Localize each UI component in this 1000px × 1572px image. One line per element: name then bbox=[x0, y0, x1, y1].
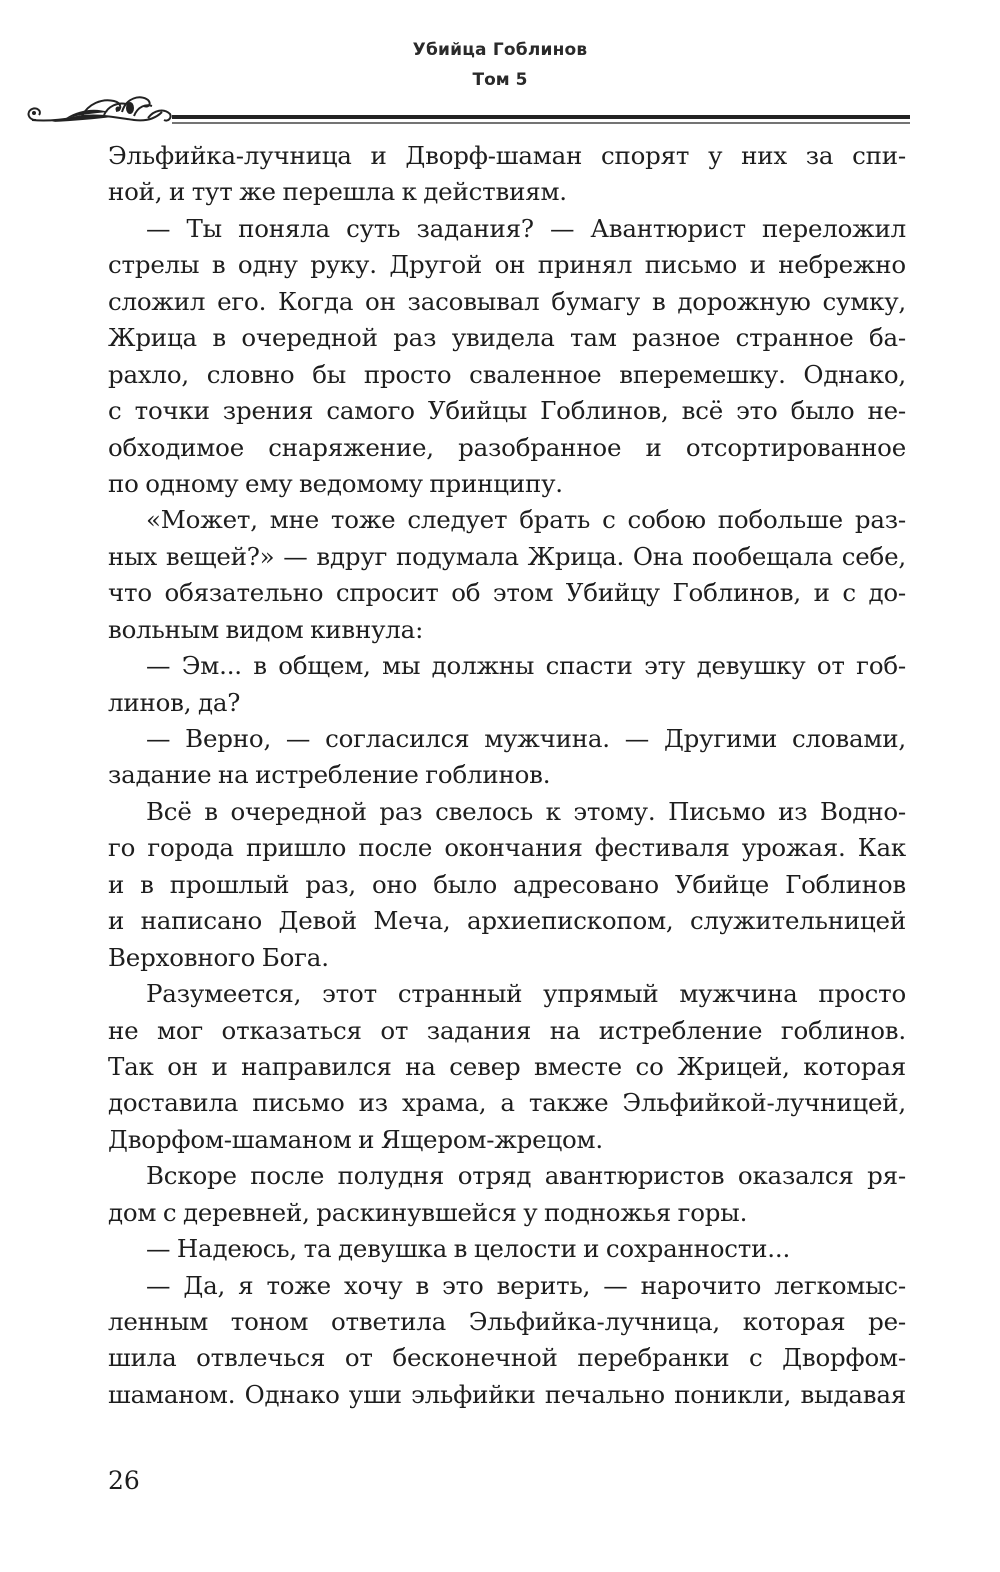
text-line: задание на истребление гоблинов. bbox=[108, 760, 551, 790]
text-line: Вскоре после полудня отряд авантюристов оказался ря- bbox=[146, 1161, 906, 1191]
text-line: по одному ему ведомому принципу. bbox=[108, 468, 563, 498]
text-line: Всё в очередной раз свелось к этому. Письмо из Водно- bbox=[146, 796, 906, 826]
text-line: рахло, словно бы просто сваленное вперемешку. Однако, bbox=[108, 359, 906, 389]
text-line: го города пришло после окончания фестиваля урожая. Как bbox=[108, 833, 906, 863]
text-line: — Надеюсь, та девушка в целости и сохранности... bbox=[146, 1234, 791, 1264]
text-line: стрелы в одну руку. Другой он принял письмо и небрежно bbox=[108, 250, 906, 280]
text-line: Разумеется, этот странный упрямый мужчина просто bbox=[146, 979, 906, 1009]
text-line: шила отвлечься от бесконечной перебранки с Дворфом- bbox=[108, 1343, 906, 1373]
text-line: линов, да? bbox=[108, 687, 241, 717]
text-line: и в прошлый раз, оно было адресовано Убийце Гоблинов bbox=[108, 869, 906, 899]
text-line: ных вещей?» — вдруг подумала Жрица. Она пообещала себе, bbox=[108, 541, 906, 571]
text-line: вольным видом кивнула: bbox=[108, 614, 424, 644]
text-line: дом с деревней, раскинувшейся у подножья горы. bbox=[108, 1197, 748, 1227]
text-line: Верховного Бога. bbox=[108, 942, 329, 972]
text-line: Дворфом-шаманом и Ящером-жрецом. bbox=[108, 1124, 603, 1154]
page-number: 26 bbox=[108, 1466, 140, 1495]
text-line: и написано Девой Меча, архиепископом, служительницей bbox=[108, 906, 906, 936]
flourish-ornament-icon bbox=[22, 88, 912, 138]
text-line: доставила письмо из храма, а также Эльфийкой-лучницей, bbox=[108, 1088, 906, 1118]
running-header-volume: Том 5 bbox=[472, 70, 528, 90]
text-line: — Да, я тоже хочу в это верить, — нарочито легкомыс- bbox=[146, 1270, 906, 1300]
text-line: «Может, мне тоже следует брать с собою побольше раз- bbox=[146, 505, 906, 535]
text-line: — Ты поняла суть задания? — Авантюрист переложил bbox=[146, 213, 906, 243]
text-line: сложил его. Когда он засовывал бумагу в дорожную сумку, bbox=[108, 286, 906, 316]
text-line: с точки зрения самого Убийцы Гоблинов, всё это было не- bbox=[108, 396, 906, 426]
text-line: Так он и направился на север вместе со Жрицей, которая bbox=[108, 1051, 906, 1081]
text-line: ленным тоном ответила Эльфийка-лучница, которая ре- bbox=[108, 1307, 906, 1336]
text-line: Жрица в очередной раз увидела там разное странное ба- bbox=[108, 323, 906, 353]
text-line: не мог отказаться от задания на истребление гоблинов. bbox=[108, 1015, 906, 1045]
text-line: шаманом. Однако уши эльфийки печально поникли, выдавая bbox=[108, 1379, 906, 1409]
text-line: ной, и тут же перешла к действиям. bbox=[108, 177, 567, 207]
text-line: Эльфийка-лучница и Дворф-шаман спорят у них за спи- bbox=[108, 141, 906, 170]
body-text bbox=[108, 138, 906, 1413]
text-line: — Эм... в общем, мы должны спасти эту девушку от гоб- bbox=[146, 651, 906, 681]
text-line: что обязательно спросит об этом Убийцу Гоблинов, и с до- bbox=[108, 578, 906, 608]
text-line: — Верно, — согласился мужчина. — Другими словами, bbox=[146, 724, 906, 753]
text-line: обходимое снаряжение, разобранное и отсортированное bbox=[108, 432, 906, 462]
running-header-title: Убийца Гоблинов bbox=[412, 40, 588, 60]
